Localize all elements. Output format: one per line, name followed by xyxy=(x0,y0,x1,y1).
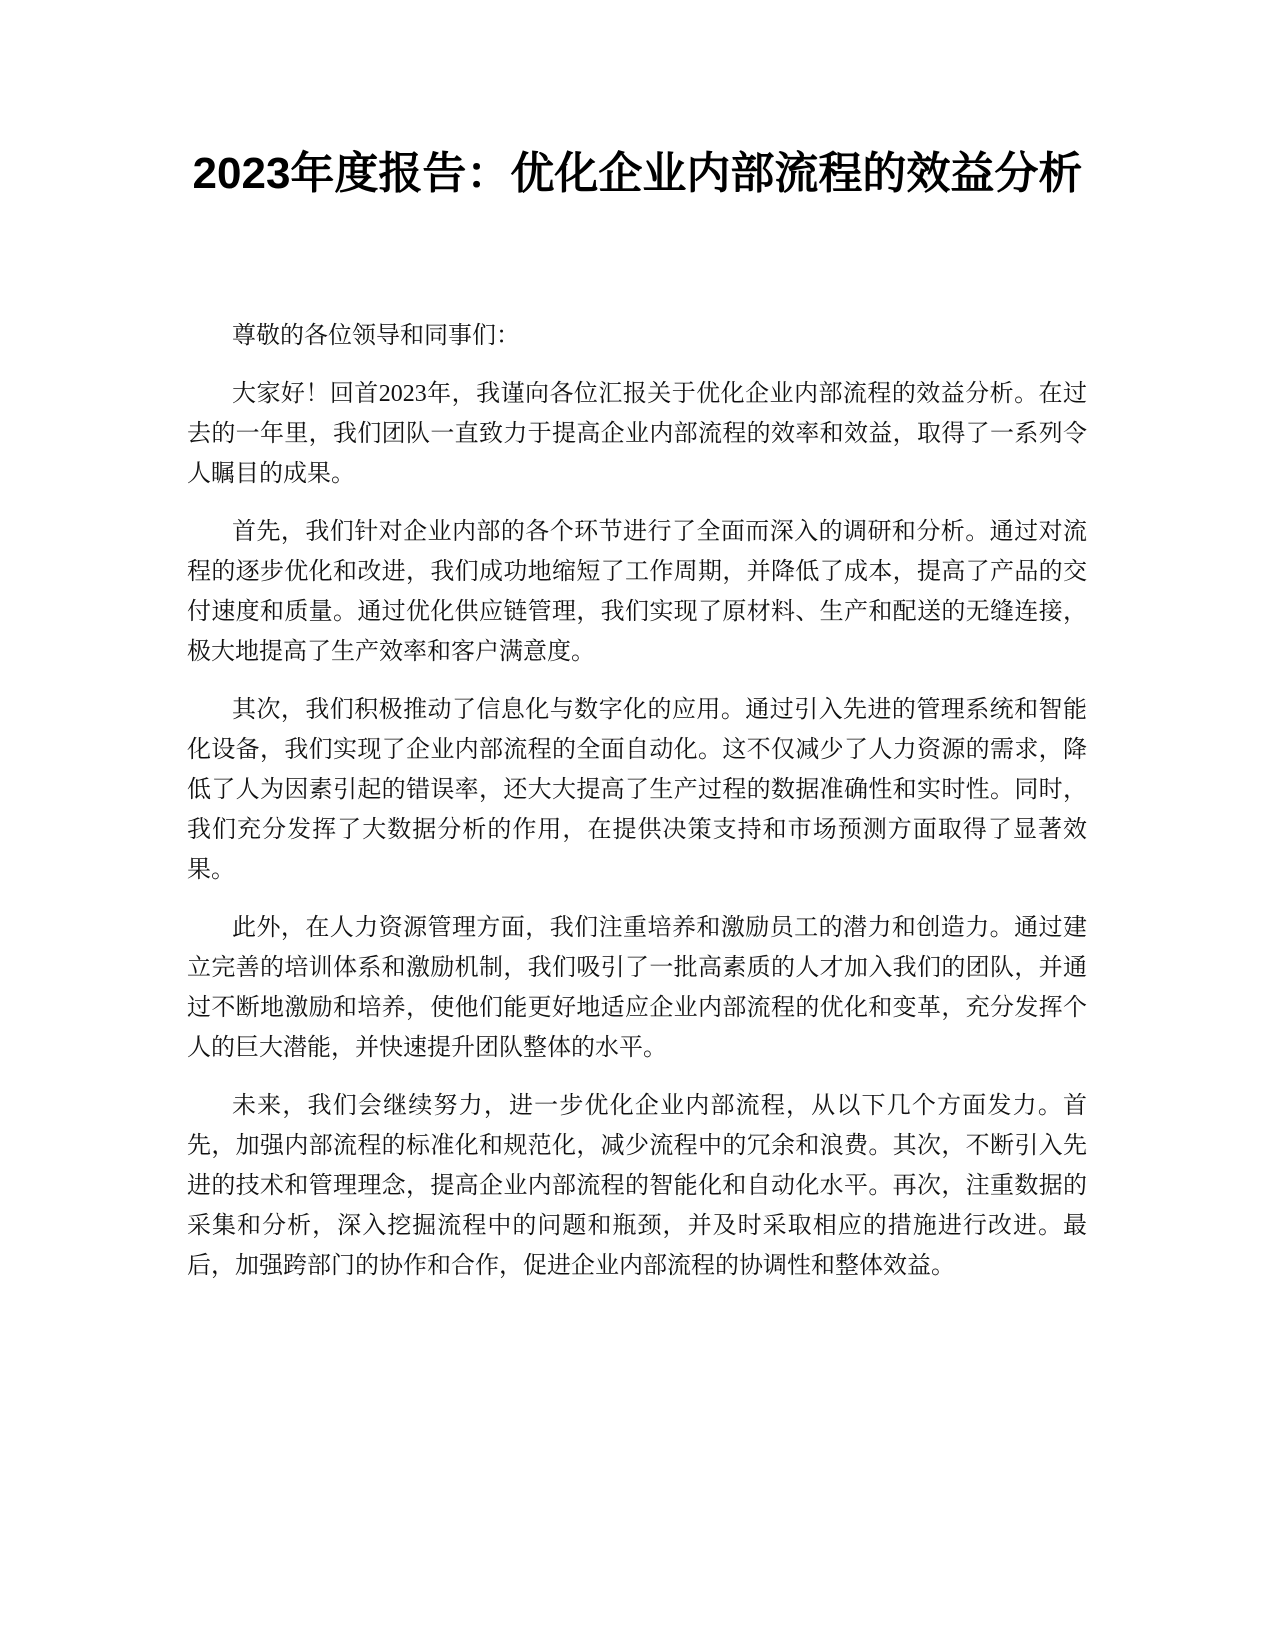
paragraph-process-optimization: 首先，我们针对企业内部的各个环节进行了全面而深入的调研和分析。通过对流程的逐步优化和改进，我们成功地缩短了工作周期，并降低了成本，提高了产品的交付速度和质量。通过优化供应链管理，我们实现了原材料、生产和配送的无缝连接，极大地提高了生产效率和客户满意度。 xyxy=(187,519,1087,665)
paragraph-human-resources: 此外，在人力资源管理方面，我们注重培养和激励员工的潜力和创造力。通过建立完善的培训体系和激励机制，我们吸引了一批高素质的人才加入我们的团队，并通过不断地激励和培养，使他们能更好地适应企业内部流程的优化和变革，充分发挥个人的巨大潜能，并快速提升团队整体的水平。 xyxy=(187,915,1087,1061)
document-body xyxy=(187,316,1087,1304)
salutation: 尊敬的各位领导和同事们： xyxy=(232,323,520,349)
document-title: 2023年度报告：优化企业内部流程的效益分析 xyxy=(192,149,1083,198)
paragraph-future-plans: 未来，我们会继续努力，进一步优化企业内部流程，从以下几个方面发力。首先，加强内部流程的标准化和规范化，减少流程中的冗余和浪费。其次，不断引入先进的技术和管理理念，提高企业内部流程的智能化和自动化水平。再次，注重数据的采集和分析，深入挖掘流程中的问题和瓶颈，并及时采取相应的措施进行改进。最后，加强跨部门的协作和合作，促进企业内部流程的协调性和整体效益。 xyxy=(187,1093,1087,1279)
paragraph-intro: 大家好！回首2023年，我谨向各位汇报关于优化企业内部流程的效益分析。在过去的一年里，我们团队一直致力于提高企业内部流程的效率和效益，取得了一系列令人瞩目的成果。 xyxy=(187,381,1087,487)
paragraph-digitalization: 其次，我们积极推动了信息化与数字化的应用。通过引入先进的管理系统和智能化设备，我们实现了企业内部流程的全面自动化。这不仅减少了人力资源的需求，降低了人为因素引起的错误率，还大大提高了生产过程的数据准确性和实时性。同时，我们充分发挥了大数据分析的作用，在提供决策支持和市场预测方面取得了显著效果。 xyxy=(187,697,1087,883)
